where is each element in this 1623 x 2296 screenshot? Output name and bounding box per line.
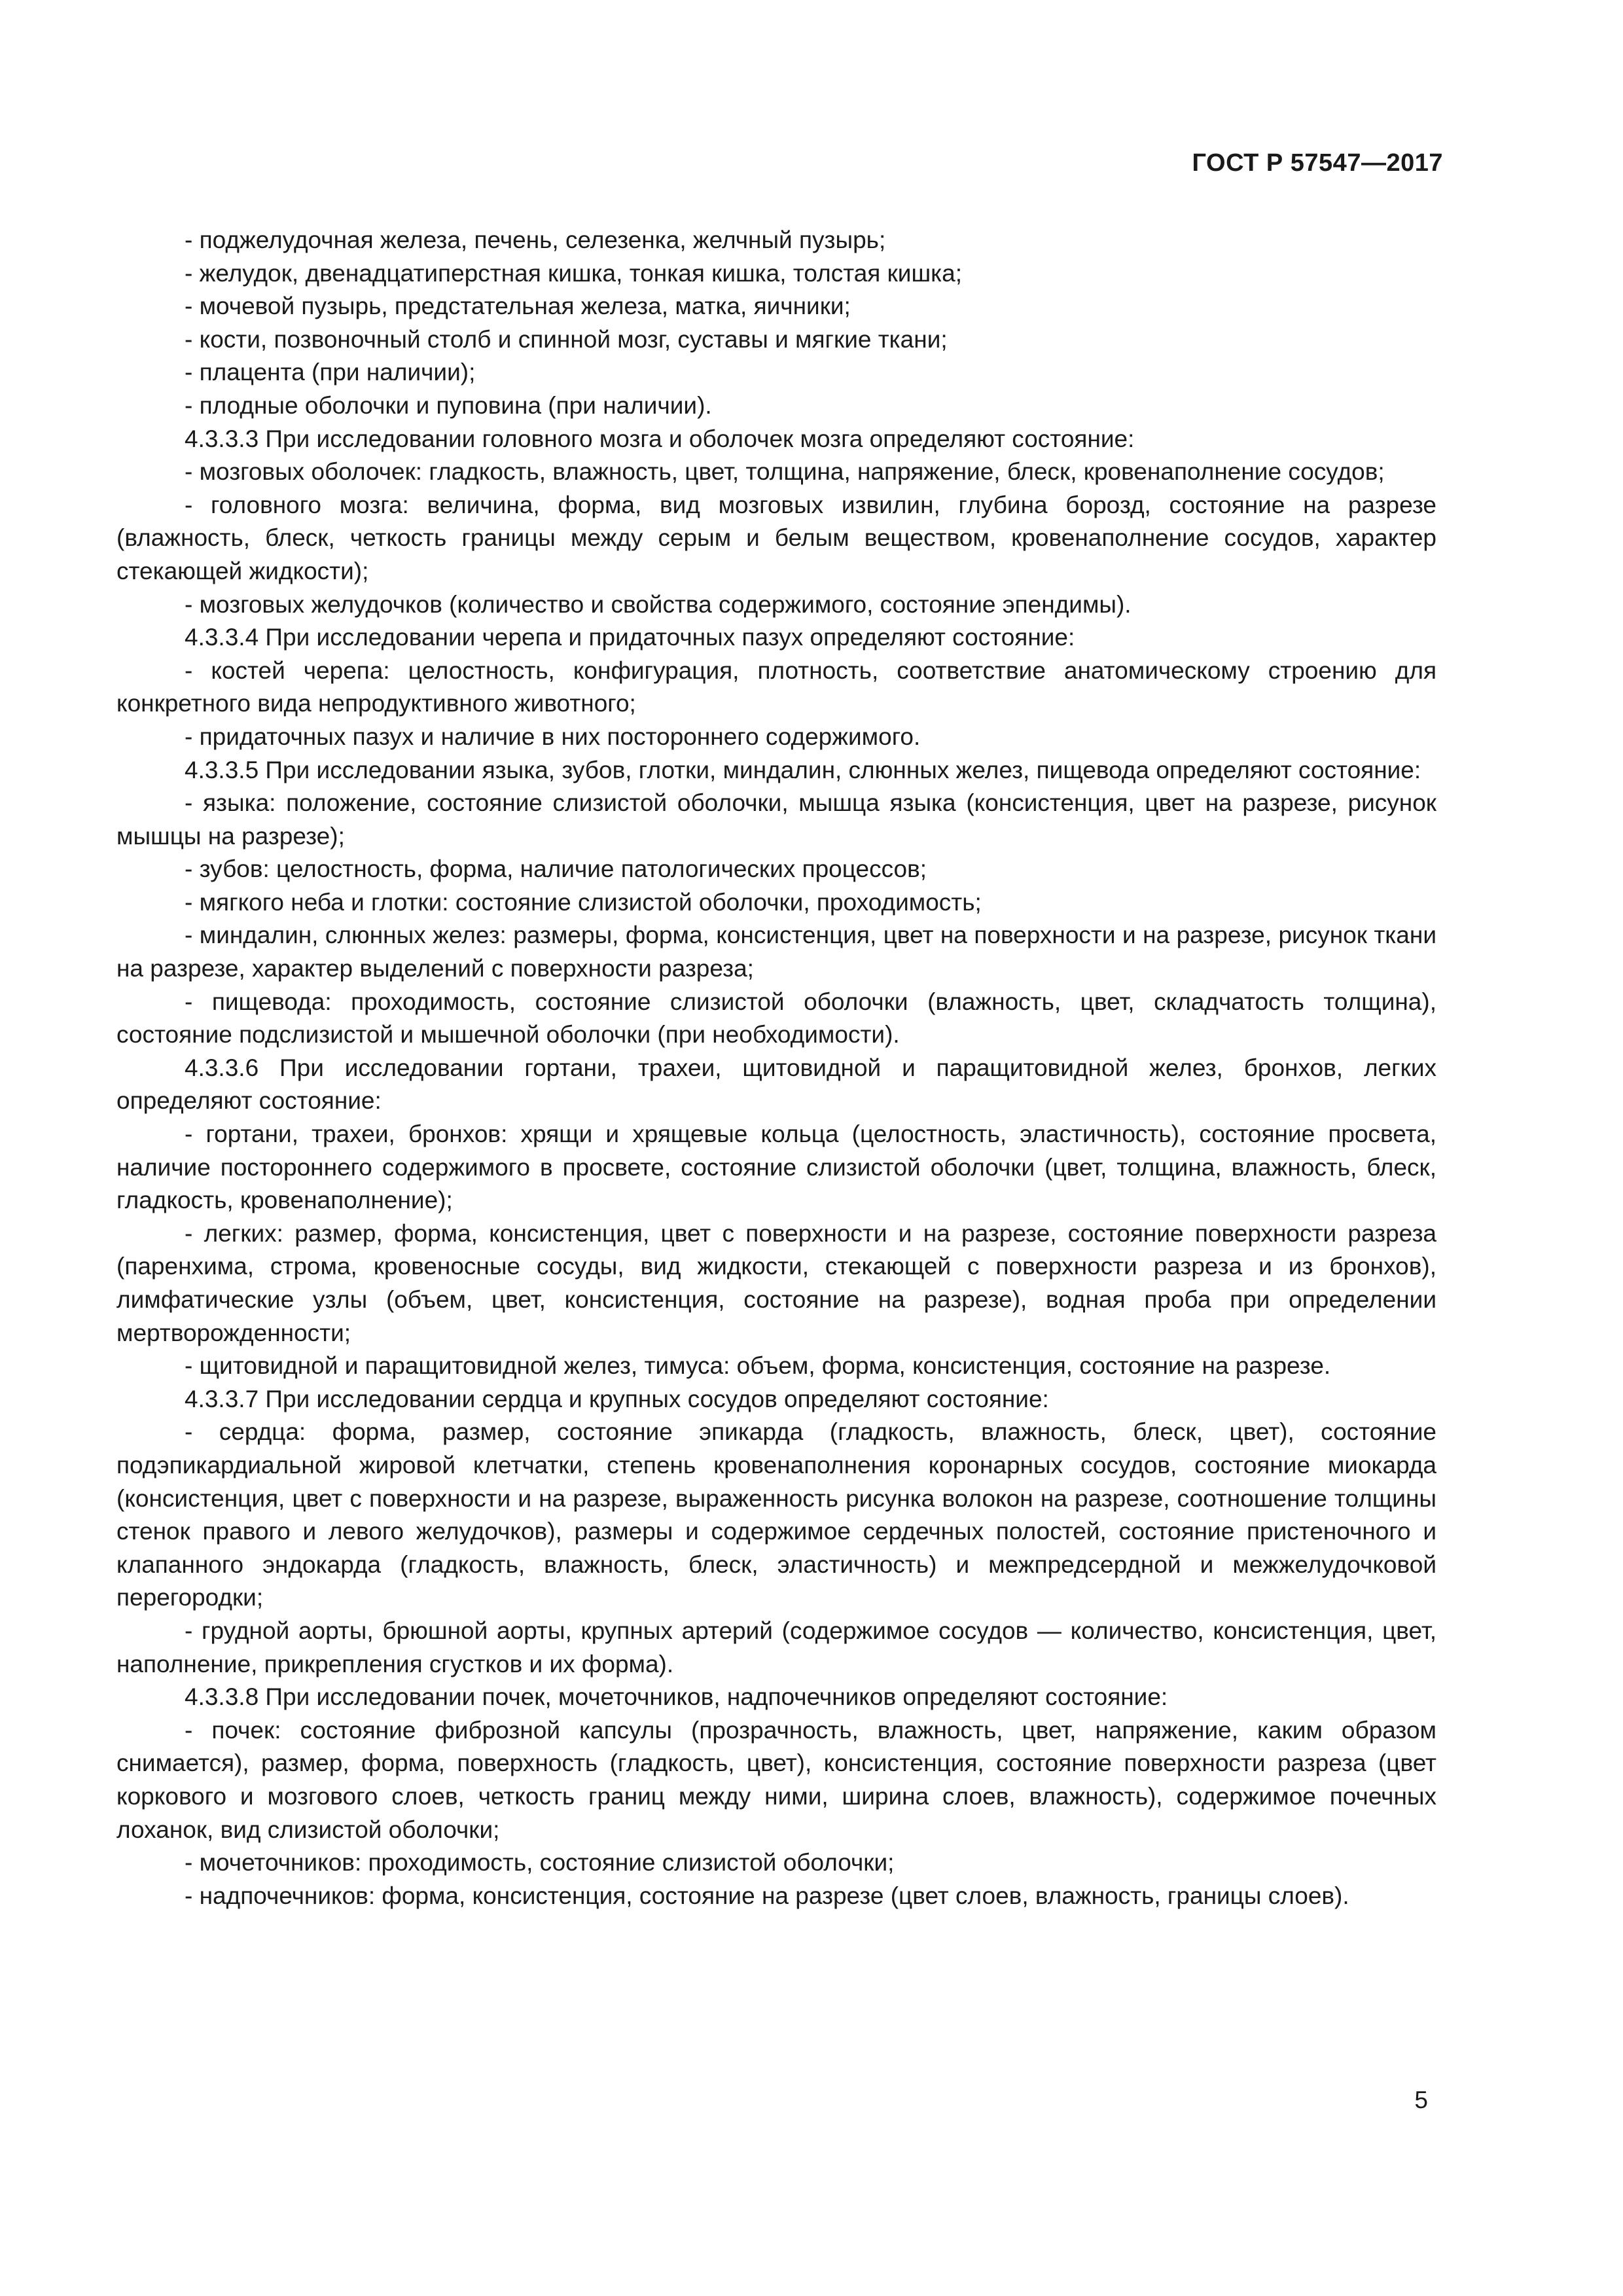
paragraph: - надпочечников: форма, консистенция, состояние на разрезе (цвет слоев, влажность, границы слоев). xyxy=(185,1882,1349,1909)
standard-id-header: ГОСТ Р 57547—2017 xyxy=(1192,149,1443,177)
paragraph: - мочеточников: проходимость, состояние слизистой оболочки; xyxy=(185,1849,895,1876)
page-number: 5 xyxy=(1414,2087,1428,2113)
paragraph: - грудной аорты, брюшной аорты, крупных артерий (содержимое сосудов — количество, консистенция, цвет, наполнение, прикрепления сгустков и их форма). xyxy=(116,1617,1436,1677)
paragraph: - плацента (при наличии); xyxy=(185,359,476,386)
section-heading-4-3-3-5: 4.3.3.5 При исследовании языка, зубов, глотки, миндалин, слюнных желез, пищевода определяют состояние: xyxy=(185,756,1421,783)
paragraph: - языка: положение, состояние слизистой оболочки, мышца языка (консистенция, цвет на разрезе, рисунок мышцы на разрезе); xyxy=(116,789,1436,850)
section-heading-4-3-3-8: 4.3.3.8 При исследовании почек, мочеточников, надпочечников определяют состояние: xyxy=(185,1683,1168,1711)
paragraph: - почек: состояние фиброзной капсулы (прозрачность, влажность, цвет, напряжение, каким образом снимается), размер, форма, поверхность (гладкость, цвет), консистенция, состояние поверхности разреза (цвет коркового и мозгового слоев, четкость границ между ними, ширина слоев, влажность), содержимое почечных лоханок, вид слизистой оболочки; xyxy=(116,1716,1436,1843)
paragraph: - мягкого неба и глотки: состояние слизистой оболочки, проходимость; xyxy=(185,888,982,916)
section-heading-4-3-3-6: 4.3.3.6 При исследовании гортани, трахеи, щитовидной и паращитовидной желез, бронхов, легких определяют состояние: xyxy=(116,1054,1436,1115)
document-body xyxy=(116,224,1436,1912)
paragraph: - придаточных пазух и наличие в них постороннего содержимого. xyxy=(185,723,921,750)
paragraph: - мозговых оболочек: гладкость, влажность, цвет, толщина, напряжение, блеск, кровенаполнение сосудов; xyxy=(185,458,1385,486)
section-heading-4-3-3-4: 4.3.3.4 При исследовании черепа и придаточных пазух определяют состояние: xyxy=(185,624,1075,651)
section-heading-4-3-3-3: 4.3.3.3 При исследовании головного мозга и оболочек мозга определяют состояние: xyxy=(185,425,1135,452)
paragraph: - плодные оболочки и пуповина (при наличии). xyxy=(185,391,712,419)
paragraph: - мозговых желудочков (количество и свойства содержимого, состояние эпендимы). xyxy=(185,590,1132,618)
paragraph: - пищевода: проходимость, состояние слизистой оболочки (влажность, цвет, складчатость толщина), состояние подслизистой и мышечной оболочки (при необходимости). xyxy=(116,988,1436,1049)
paragraph: - кости, позвоночный столб и спинной мозг, суставы и мягкие ткани; xyxy=(185,325,948,353)
section-heading-4-3-3-7: 4.3.3.7 При исследовании сердца и крупных сосудов определяют состояние: xyxy=(185,1385,1049,1412)
paragraph: - легких: размер, форма, консистенция, цвет с поверхности и на разрезе, состояние поверхности разреза (паренхима, строма, кровеносные сосуды, вид жидкости, стекающей с поверхности разреза и из бронхов), лимфатические узлы (объем, цвет, консистенция, состояние на разрезе), водная проба при определении мертворожденности; xyxy=(116,1219,1436,1346)
paragraph: - желудок, двенадцатиперстная кишка, тонкая кишка, толстая кишка; xyxy=(185,259,963,287)
paragraph: - миндалин, слюнных желез: размеры, форма, консистенция, цвет на поверхности и на разрезе, рисунок ткани на разрезе, характер выделений с поверхности разреза; xyxy=(116,922,1436,982)
paragraph: - сердца: форма, размер, состояние эпикарда (гладкость, влажность, блеск, цвет), состояние подэпикардиальной жировой клетчатки, степень кровенаполнения коронарных сосудов, состояние миокарда (консистенция, цвет с поверхности и на разрезе, выраженность рисунка волокон на разрезе, соотношение толщины стенок правого и левого желудочков), размеры и содержимое сердечных полостей, состояние пристеночного и клапанного эндокарда (гладкость, влажность, блеск, эластичность) и межпредсердной и межжелудочковой перегородки; xyxy=(116,1418,1436,1611)
paragraph: - головного мозга: величина, форма, вид мозговых извилин, глубина борозд, состояние на разрезе (влажность, блеск, четкость границы между серым и белым веществом, кровенаполнение сосудов, характер стекающей жидкости); xyxy=(116,491,1436,584)
paragraph: - мочевой пузырь, предстательная железа, матка, яичники; xyxy=(185,293,851,320)
paragraph: - гортани, трахеи, бронхов: хрящи и хрящевые кольца (целостность, эластичность), состояние просвета, наличие постороннего содержимого в просвете, состояние слизистой оболочки (цвет, толщина, влажность, блеск, гладкость, кровенаполнение); xyxy=(116,1121,1436,1214)
paragraph: - зубов: целостность, форма, наличие патологических процессов; xyxy=(185,855,927,883)
paragraph: - поджелудочная железа, печень, селезенка, желчный пузырь; xyxy=(185,226,886,253)
paragraph: - щитовидной и паращитовидной желез, тимуса: объем, форма, консистенция, состояние на разрезе. xyxy=(185,1352,1331,1380)
paragraph: - костей черепа: целостность, конфигурация, плотность, соответствие анатомическому строению для конкретного вида непродуктивного животного; xyxy=(116,656,1436,717)
